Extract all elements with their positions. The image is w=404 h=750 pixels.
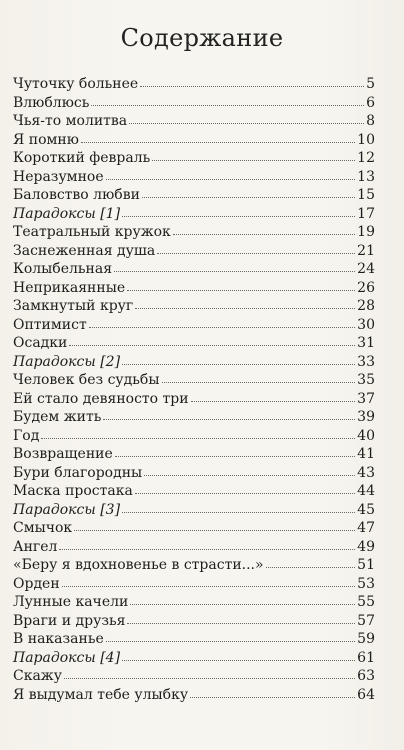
- dot-leader: [62, 586, 355, 587]
- toc-entry-title: Ей стало девяносто три: [13, 390, 189, 407]
- toc-entry-title: Чья-то молитва: [13, 113, 128, 129]
- toc-entry: [13, 279, 375, 298]
- toc-entry-title: Замкнутый круг: [13, 298, 134, 314]
- toc-entry-title: Возвращение: [13, 446, 113, 462]
- toc-entry-page: 17: [357, 205, 375, 222]
- toc-entry-page: 26: [357, 279, 375, 296]
- dot-leader: [135, 308, 355, 309]
- toc-entry: [13, 334, 375, 353]
- dot-leader: [114, 271, 355, 272]
- dot-leader: [106, 179, 356, 180]
- toc-entry-title: Год: [13, 427, 40, 444]
- toc-entry-page: 51: [357, 557, 375, 573]
- toc-entry: [13, 112, 375, 131]
- toc-entry-page: 28: [357, 298, 375, 314]
- toc-entry-title: Будем жить: [13, 409, 102, 425]
- toc-entry-page: 37: [357, 390, 375, 407]
- toc-entry-page: 61: [357, 649, 375, 666]
- toc-entry: [13, 575, 375, 594]
- toc-entry-page: 63: [357, 668, 375, 684]
- toc-entry: [13, 353, 375, 372]
- toc-entry: [13, 260, 375, 279]
- toc-entry-title: Чуточку больнее: [13, 76, 139, 92]
- toc-entry-title: Лунные качели: [13, 594, 129, 610]
- toc-entry-page: 13: [357, 168, 375, 185]
- toc-entry: [13, 445, 375, 464]
- dot-leader: [41, 438, 355, 439]
- toc-entry: [13, 390, 375, 409]
- toc-entry: [13, 75, 375, 94]
- toc-entry: [13, 556, 375, 575]
- toc-entry-title: Враги и друзья: [13, 612, 126, 629]
- dot-leader: [69, 345, 355, 346]
- dot-leader: [89, 327, 355, 328]
- dot-leader: [122, 364, 355, 365]
- toc-entry: [13, 408, 375, 427]
- toc-entry-title: Парадоксы [3]: [13, 501, 121, 518]
- toc-entry-page: 45: [357, 501, 375, 518]
- dot-leader: [103, 419, 355, 420]
- toc-entry: [13, 149, 375, 168]
- toc-entry-title: Ангел: [13, 538, 58, 555]
- toc-entry-page: 33: [357, 353, 375, 370]
- toc-entry-page: 21: [357, 242, 375, 259]
- toc-entry-page: 41: [357, 446, 375, 462]
- table-of-contents: [13, 75, 375, 704]
- dot-leader: [266, 567, 356, 568]
- dot-leader: [127, 290, 355, 291]
- dot-leader: [190, 697, 355, 698]
- toc-entry-title: Короткий февраль: [13, 150, 151, 166]
- toc-entry-page: 59: [357, 631, 375, 647]
- dot-leader: [130, 604, 355, 605]
- toc-entry-page: 57: [357, 612, 375, 629]
- toc-entry-page: 15: [357, 187, 375, 203]
- toc-entry-page: 40: [357, 427, 375, 444]
- toc-entry-page: 31: [357, 335, 375, 351]
- toc-entry-page: 44: [357, 483, 375, 499]
- toc-entry-page: 35: [357, 372, 375, 388]
- toc-entry: [13, 482, 375, 501]
- toc-entry: [13, 186, 375, 205]
- toc-entry-page: 55: [357, 594, 375, 610]
- toc-entry: [13, 94, 375, 113]
- toc-entry: [13, 612, 375, 631]
- dot-leader: [127, 623, 355, 624]
- toc-entry: [13, 538, 375, 557]
- toc-entry-title: Скажу: [13, 668, 62, 684]
- dot-leader: [81, 142, 355, 143]
- toc-entry-page: 49: [357, 538, 375, 555]
- dot-leader: [191, 401, 356, 402]
- toc-entry-title: «Беру я вдохновенье в страсти...»: [13, 557, 264, 573]
- toc-entry-title: Орден: [13, 575, 60, 592]
- toc-entry-title: Влюблюсь: [13, 94, 90, 111]
- dot-leader: [157, 253, 355, 254]
- dot-leader: [122, 216, 355, 217]
- dot-leader: [142, 197, 355, 198]
- dot-leader: [122, 512, 355, 513]
- toc-entry: [13, 168, 375, 187]
- toc-entry-page: 8: [366, 113, 375, 129]
- toc-entry-page: 30: [357, 316, 375, 333]
- toc-entry-title: Неприкаянные: [13, 279, 126, 296]
- toc-entry-title: Парадоксы [1]: [13, 205, 121, 222]
- toc-entry-title: Театральный кружок: [13, 224, 171, 240]
- toc-entry-page: 5: [366, 76, 375, 92]
- toc-entry-title: Оптимист: [13, 316, 87, 333]
- dot-leader: [59, 549, 355, 550]
- toc-entry: [13, 593, 375, 612]
- dot-leader: [122, 660, 355, 661]
- dot-leader: [162, 382, 356, 383]
- toc-entry: [13, 223, 375, 242]
- toc-entry: [13, 501, 375, 520]
- dot-leader: [115, 456, 355, 457]
- toc-entry: [13, 649, 375, 668]
- toc-entry-page: 53: [357, 575, 375, 592]
- toc-entry-title: Я выдумал тебе улыбку: [13, 686, 189, 703]
- dot-leader: [140, 86, 364, 87]
- dot-leader: [129, 123, 364, 124]
- toc-entry-title: Осадки: [13, 335, 68, 351]
- toc-entry: [13, 297, 375, 316]
- dot-leader: [106, 641, 355, 642]
- toc-entry: [13, 630, 375, 649]
- toc-entry-title: Смычок: [13, 520, 73, 536]
- toc-entry-title: В наказанье: [13, 631, 104, 647]
- toc-entry: [13, 519, 375, 538]
- toc-entry-title: Баловство любви: [13, 187, 140, 203]
- dot-leader: [144, 475, 355, 476]
- dot-leader: [64, 678, 355, 679]
- toc-entry: [13, 205, 375, 224]
- toc-entry-page: 12: [357, 150, 375, 166]
- dot-leader: [173, 234, 355, 235]
- toc-entry-page: 39: [357, 409, 375, 425]
- toc-entry-title: Человек без судьбы: [13, 372, 160, 388]
- toc-entry-title: Парадоксы [4]: [13, 649, 121, 666]
- dot-leader: [152, 160, 355, 161]
- toc-entry-page: 47: [357, 520, 375, 536]
- toc-entry: [13, 371, 375, 390]
- toc-entry-title: Заснеженная душа: [13, 242, 156, 259]
- toc-entry: [13, 464, 375, 483]
- toc-entry-page: 43: [357, 464, 375, 481]
- toc-entry-title: Бури благородны: [13, 464, 143, 481]
- toc-entry-page: 6: [366, 94, 375, 111]
- toc-entry: [13, 316, 375, 335]
- toc-entry: [13, 686, 375, 705]
- dot-leader: [91, 105, 364, 106]
- dot-leader: [135, 493, 355, 494]
- page-title: Содержание: [120, 24, 284, 52]
- toc-entry: [13, 667, 375, 686]
- toc-entry-title: Маска простака: [13, 483, 133, 499]
- toc-entry-title: Неразумное: [13, 168, 104, 185]
- toc-entry-page: 24: [357, 261, 375, 277]
- toc-entry-title: Колыбельная: [13, 261, 113, 277]
- toc-entry-page: 10: [357, 131, 375, 148]
- toc-entry-title: Я помню: [13, 131, 79, 148]
- toc-entry-title: Парадоксы [2]: [13, 353, 121, 370]
- dot-leader: [74, 530, 355, 531]
- toc-entry: [13, 427, 375, 446]
- toc-entry-page: 64: [357, 686, 375, 703]
- toc-entry: [13, 131, 375, 150]
- toc-entry: [13, 242, 375, 261]
- toc-entry-page: 19: [357, 224, 375, 240]
